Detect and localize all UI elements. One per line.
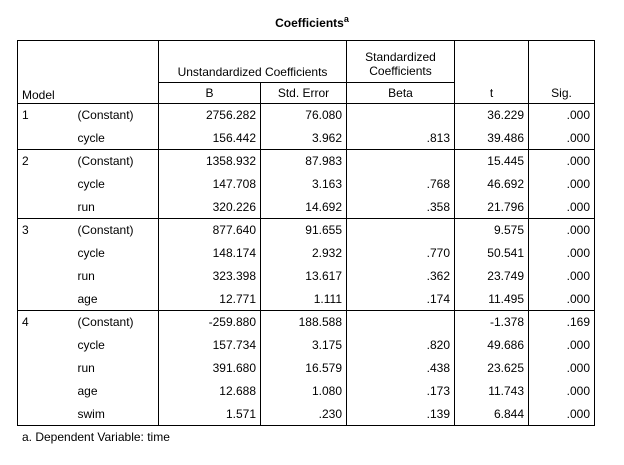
cell-model xyxy=(18,196,74,219)
header-model-spacer xyxy=(18,41,74,83)
table-row xyxy=(18,403,595,426)
cell-t: 49.686 xyxy=(455,334,529,357)
cell-beta xyxy=(347,311,455,334)
cell-beta: .139 xyxy=(347,403,455,426)
table-row xyxy=(18,265,595,288)
header-unstandardized: Unstandardized Coefficients xyxy=(159,41,347,83)
cell-sig: .000 xyxy=(529,334,595,357)
cell-std-error: 14.692 xyxy=(261,196,347,219)
cell-predictor: cycle xyxy=(74,242,159,265)
coefficients-table xyxy=(17,40,595,426)
table-row xyxy=(18,127,595,150)
cell-model xyxy=(18,403,74,426)
table-title-text: Coefficients xyxy=(275,16,344,30)
table-row xyxy=(18,219,595,242)
cell-b: -259.880 xyxy=(159,311,261,334)
cell-predictor: swim xyxy=(74,403,159,426)
cell-sig: .000 xyxy=(529,357,595,380)
cell-predictor: (Constant) xyxy=(74,311,159,334)
cell-beta: .770 xyxy=(347,242,455,265)
table-row xyxy=(18,380,595,403)
cell-beta xyxy=(347,104,455,127)
cell-sig: .000 xyxy=(529,219,595,242)
header-t-spacer xyxy=(455,41,529,83)
cell-t: 6.844 xyxy=(455,403,529,426)
footnote: a. Dependent Variable: time xyxy=(22,430,170,444)
cell-sig: .169 xyxy=(529,311,595,334)
cell-beta: .358 xyxy=(347,196,455,219)
cell-sig: .000 xyxy=(529,127,595,150)
header-sig: Sig. xyxy=(529,83,595,104)
cell-std-error: 87.983 xyxy=(261,150,347,173)
cell-b: 2756.282 xyxy=(159,104,261,127)
header-row-1 xyxy=(18,41,595,83)
table-title-footnote-marker: a xyxy=(343,14,349,24)
cell-std-error: 13.617 xyxy=(261,265,347,288)
cell-std-error: 3.175 xyxy=(261,334,347,357)
cell-t: 23.625 xyxy=(455,357,529,380)
cell-model: 3 xyxy=(18,219,74,242)
cell-b: 323.398 xyxy=(159,265,261,288)
cell-sig: .000 xyxy=(529,242,595,265)
cell-predictor: (Constant) xyxy=(74,104,159,127)
cell-predictor: age xyxy=(74,288,159,311)
cell-t: 9.575 xyxy=(455,219,529,242)
table-row xyxy=(18,104,595,127)
table-row xyxy=(18,357,595,380)
cell-b: 147.708 xyxy=(159,173,261,196)
header-sig-spacer xyxy=(529,41,595,83)
cell-std-error: 76.080 xyxy=(261,104,347,127)
cell-t: 39.486 xyxy=(455,127,529,150)
cell-beta: .820 xyxy=(347,334,455,357)
cell-predictor: (Constant) xyxy=(74,150,159,173)
cell-t: 11.495 xyxy=(455,288,529,311)
cell-t: 21.796 xyxy=(455,196,529,219)
cell-predictor: run xyxy=(74,265,159,288)
cell-beta: .813 xyxy=(347,127,455,150)
cell-b: 156.442 xyxy=(159,127,261,150)
cell-t: -1.378 xyxy=(455,311,529,334)
cell-beta: .174 xyxy=(347,288,455,311)
cell-model xyxy=(18,288,74,311)
cell-std-error: 3.163 xyxy=(261,173,347,196)
cell-predictor: cycle xyxy=(74,334,159,357)
cell-model xyxy=(18,380,74,403)
cell-beta xyxy=(347,150,455,173)
cell-std-error: 1.080 xyxy=(261,380,347,403)
cell-predictor: cycle xyxy=(74,127,159,150)
cell-t: 46.692 xyxy=(455,173,529,196)
header-t: t xyxy=(455,83,529,104)
cell-std-error: 1.111 xyxy=(261,288,347,311)
cell-b: 148.174 xyxy=(159,242,261,265)
cell-sig: .000 xyxy=(529,196,595,219)
cell-t: 50.541 xyxy=(455,242,529,265)
cell-beta xyxy=(347,219,455,242)
cell-b: 391.680 xyxy=(159,357,261,380)
cell-std-error: 91.655 xyxy=(261,219,347,242)
cell-std-error: 188.588 xyxy=(261,311,347,334)
cell-beta: .438 xyxy=(347,357,455,380)
table-row xyxy=(18,334,595,357)
cell-sig: .000 xyxy=(529,265,595,288)
cell-std-error: 16.579 xyxy=(261,357,347,380)
cell-predictor: (Constant) xyxy=(74,219,159,242)
cell-b: 12.688 xyxy=(159,380,261,403)
cell-t: 23.749 xyxy=(455,265,529,288)
cell-predictor: run xyxy=(74,357,159,380)
cell-model xyxy=(18,357,74,380)
cell-t: 36.229 xyxy=(455,104,529,127)
header-b: B xyxy=(159,83,261,104)
table-row xyxy=(18,150,595,173)
table-row xyxy=(18,242,595,265)
table-title xyxy=(0,14,624,30)
cell-model: 1 xyxy=(18,104,74,127)
cell-b: 157.734 xyxy=(159,334,261,357)
cell-b: 320.226 xyxy=(159,196,261,219)
cell-beta: .362 xyxy=(347,265,455,288)
header-predictor-spacer xyxy=(74,41,159,83)
cell-model xyxy=(18,173,74,196)
cell-model xyxy=(18,242,74,265)
header-standardized xyxy=(347,41,455,83)
cell-model xyxy=(18,127,74,150)
cell-b: 12.771 xyxy=(159,288,261,311)
cell-b: 1358.932 xyxy=(159,150,261,173)
cell-sig: .000 xyxy=(529,173,595,196)
header-model: Model xyxy=(18,83,159,104)
cell-model: 2 xyxy=(18,150,74,173)
cell-b: 877.640 xyxy=(159,219,261,242)
table-row xyxy=(18,288,595,311)
cell-sig: .000 xyxy=(529,380,595,403)
table-row xyxy=(18,311,595,334)
cell-predictor: run xyxy=(74,196,159,219)
cell-t: 15.445 xyxy=(455,150,529,173)
cell-model: 4 xyxy=(18,311,74,334)
header-standardized-line2: Coefficients xyxy=(369,64,432,78)
cell-b: 1.571 xyxy=(159,403,261,426)
header-beta: Beta xyxy=(347,83,455,104)
cell-predictor: age xyxy=(74,380,159,403)
cell-model xyxy=(18,265,74,288)
cell-beta: .768 xyxy=(347,173,455,196)
cell-std-error: 2.932 xyxy=(261,242,347,265)
header-standardized-line1: Standardized xyxy=(365,50,436,64)
cell-predictor: cycle xyxy=(74,173,159,196)
cell-beta: .173 xyxy=(347,380,455,403)
cell-std-error: 3.962 xyxy=(261,127,347,150)
cell-std-error: .230 xyxy=(261,403,347,426)
cell-sig: .000 xyxy=(529,104,595,127)
cell-sig: .000 xyxy=(529,403,595,426)
cell-model xyxy=(18,334,74,357)
table-row xyxy=(18,196,595,219)
cell-sig: .000 xyxy=(529,288,595,311)
cell-t: 11.743 xyxy=(455,380,529,403)
header-row-2 xyxy=(18,83,595,104)
cell-sig: .000 xyxy=(529,150,595,173)
header-std-error: Std. Error xyxy=(261,83,347,104)
table-row xyxy=(18,173,595,196)
